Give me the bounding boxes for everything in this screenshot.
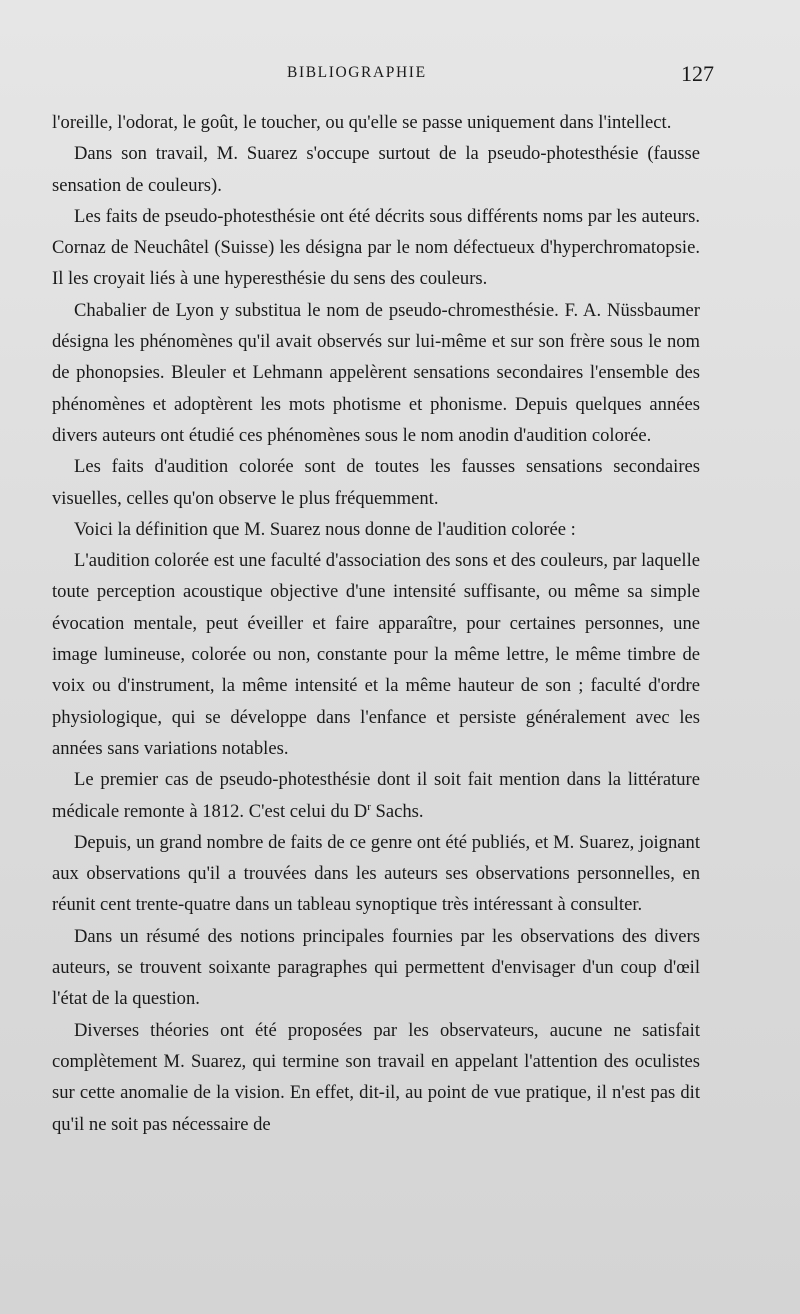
paragraph-premier-cas [52,764,700,827]
paragraph-faits-pseudo-photesthesie: Les faits de pseudo-photesthésie ont été décrits sous différents noms par les auteurs. Cornaz de Neuchâtel (Suisse) les désigna par le nom défectueux d'hyperchromatopsie. Il les croyait liés à une hyperesthésie du sens des couleurs. [52,205,700,290]
paragraph-theories: Diverses théories ont été proposées par les observateurs, aucune ne satisfait complètement M. Suarez, qui termine son travail en appelant l'attention des oculistes sur cette anomalie de la vision. En effet, dit-il, au point de vue pratique, il n'est pas dit qu'il ne soit pas nécessaire de [52,1019,700,1135]
paragraph-tableau-synoptique: Depuis, un grand nombre de faits de ce genre ont été publiés, et M. Suarez, joignant aux observations qu'il a trouvées dans les auteurs ses observations personnelles, en réunit cent trente-quatre dans un tableau synoptique très intéressant à consulter. [52,831,700,916]
paragraph-chabalier: Chabalier de Lyon y substitua le nom de pseudo-chromesthésie. F. A. Nüssbaumer désigna les phénomènes qu'il avait observés sur lui-même et sur son frère sous le nom de phonopsies. Bleuler et Lehmann appelèrent sensations secondaires l'ensemble des phénomènes et adoptèrent les mots photisme et phonisme. Depuis quelques années divers auteurs ont étudié ces phénomènes sous le nom anodin d'audition colorée. [52,299,700,446]
paragraph-suarez-travail: Dans son travail, M. Suarez s'occupe surtout de la pseudo-photesthésie (fausse sensation de couleurs). [52,143,700,196]
running-title: BIBLIOGRAPHIE [287,64,427,81]
paragraph-definition-intro: Voici la définition que M. Suarez nous donne de l'audition colorée : [74,518,576,540]
paragraph-continuation: l'oreille, l'odorat, le goût, le toucher, ou qu'elle se passe uniquement dans l'intellect. [52,112,672,133]
page-number: 127 [681,61,714,86]
doctor-abbrev-superscript: r [367,800,371,813]
paragraph-resume: Dans un résumé des notions principales fournies par les observations des divers auteurs, se trouvent soixante paragraphes qui permettent d'envisager d'un coup d'œil l'état de la question. [52,925,700,1010]
paragraph-audition-coloree-frequence: Les faits d'audition colorée sont de toutes les fausses sensations secondaires visuelles, celles qu'on observe le plus fréquemment. [52,456,700,509]
body-text [52,107,700,1140]
premier-cas-text-end: Sachs. [370,800,424,822]
paragraph-definition: L'audition colorée est une faculté d'association des sons et des couleurs, par laquelle toute perception acoustique objective d'une intensité suffisante, ou même sa simple évocation mentale, peut éveiller et faire apparaître, pour certaines personnes, une image lumineuse, colorée ou non, constante pour la même lettre, le même timbre de voix ou d'instrument, la même intensité et la même hauteur de son ; faculté d'ordre physiologique, qui se développe dans l'enfance et persiste généralement avec les années sans variations notables. [52,550,700,759]
page-header [52,61,714,94]
premier-cas-text: Le premier cas de pseudo-photesthésie dont il soit fait mention dans la littérature médicale remonte à 1812. C'est celui du D [52,769,700,822]
